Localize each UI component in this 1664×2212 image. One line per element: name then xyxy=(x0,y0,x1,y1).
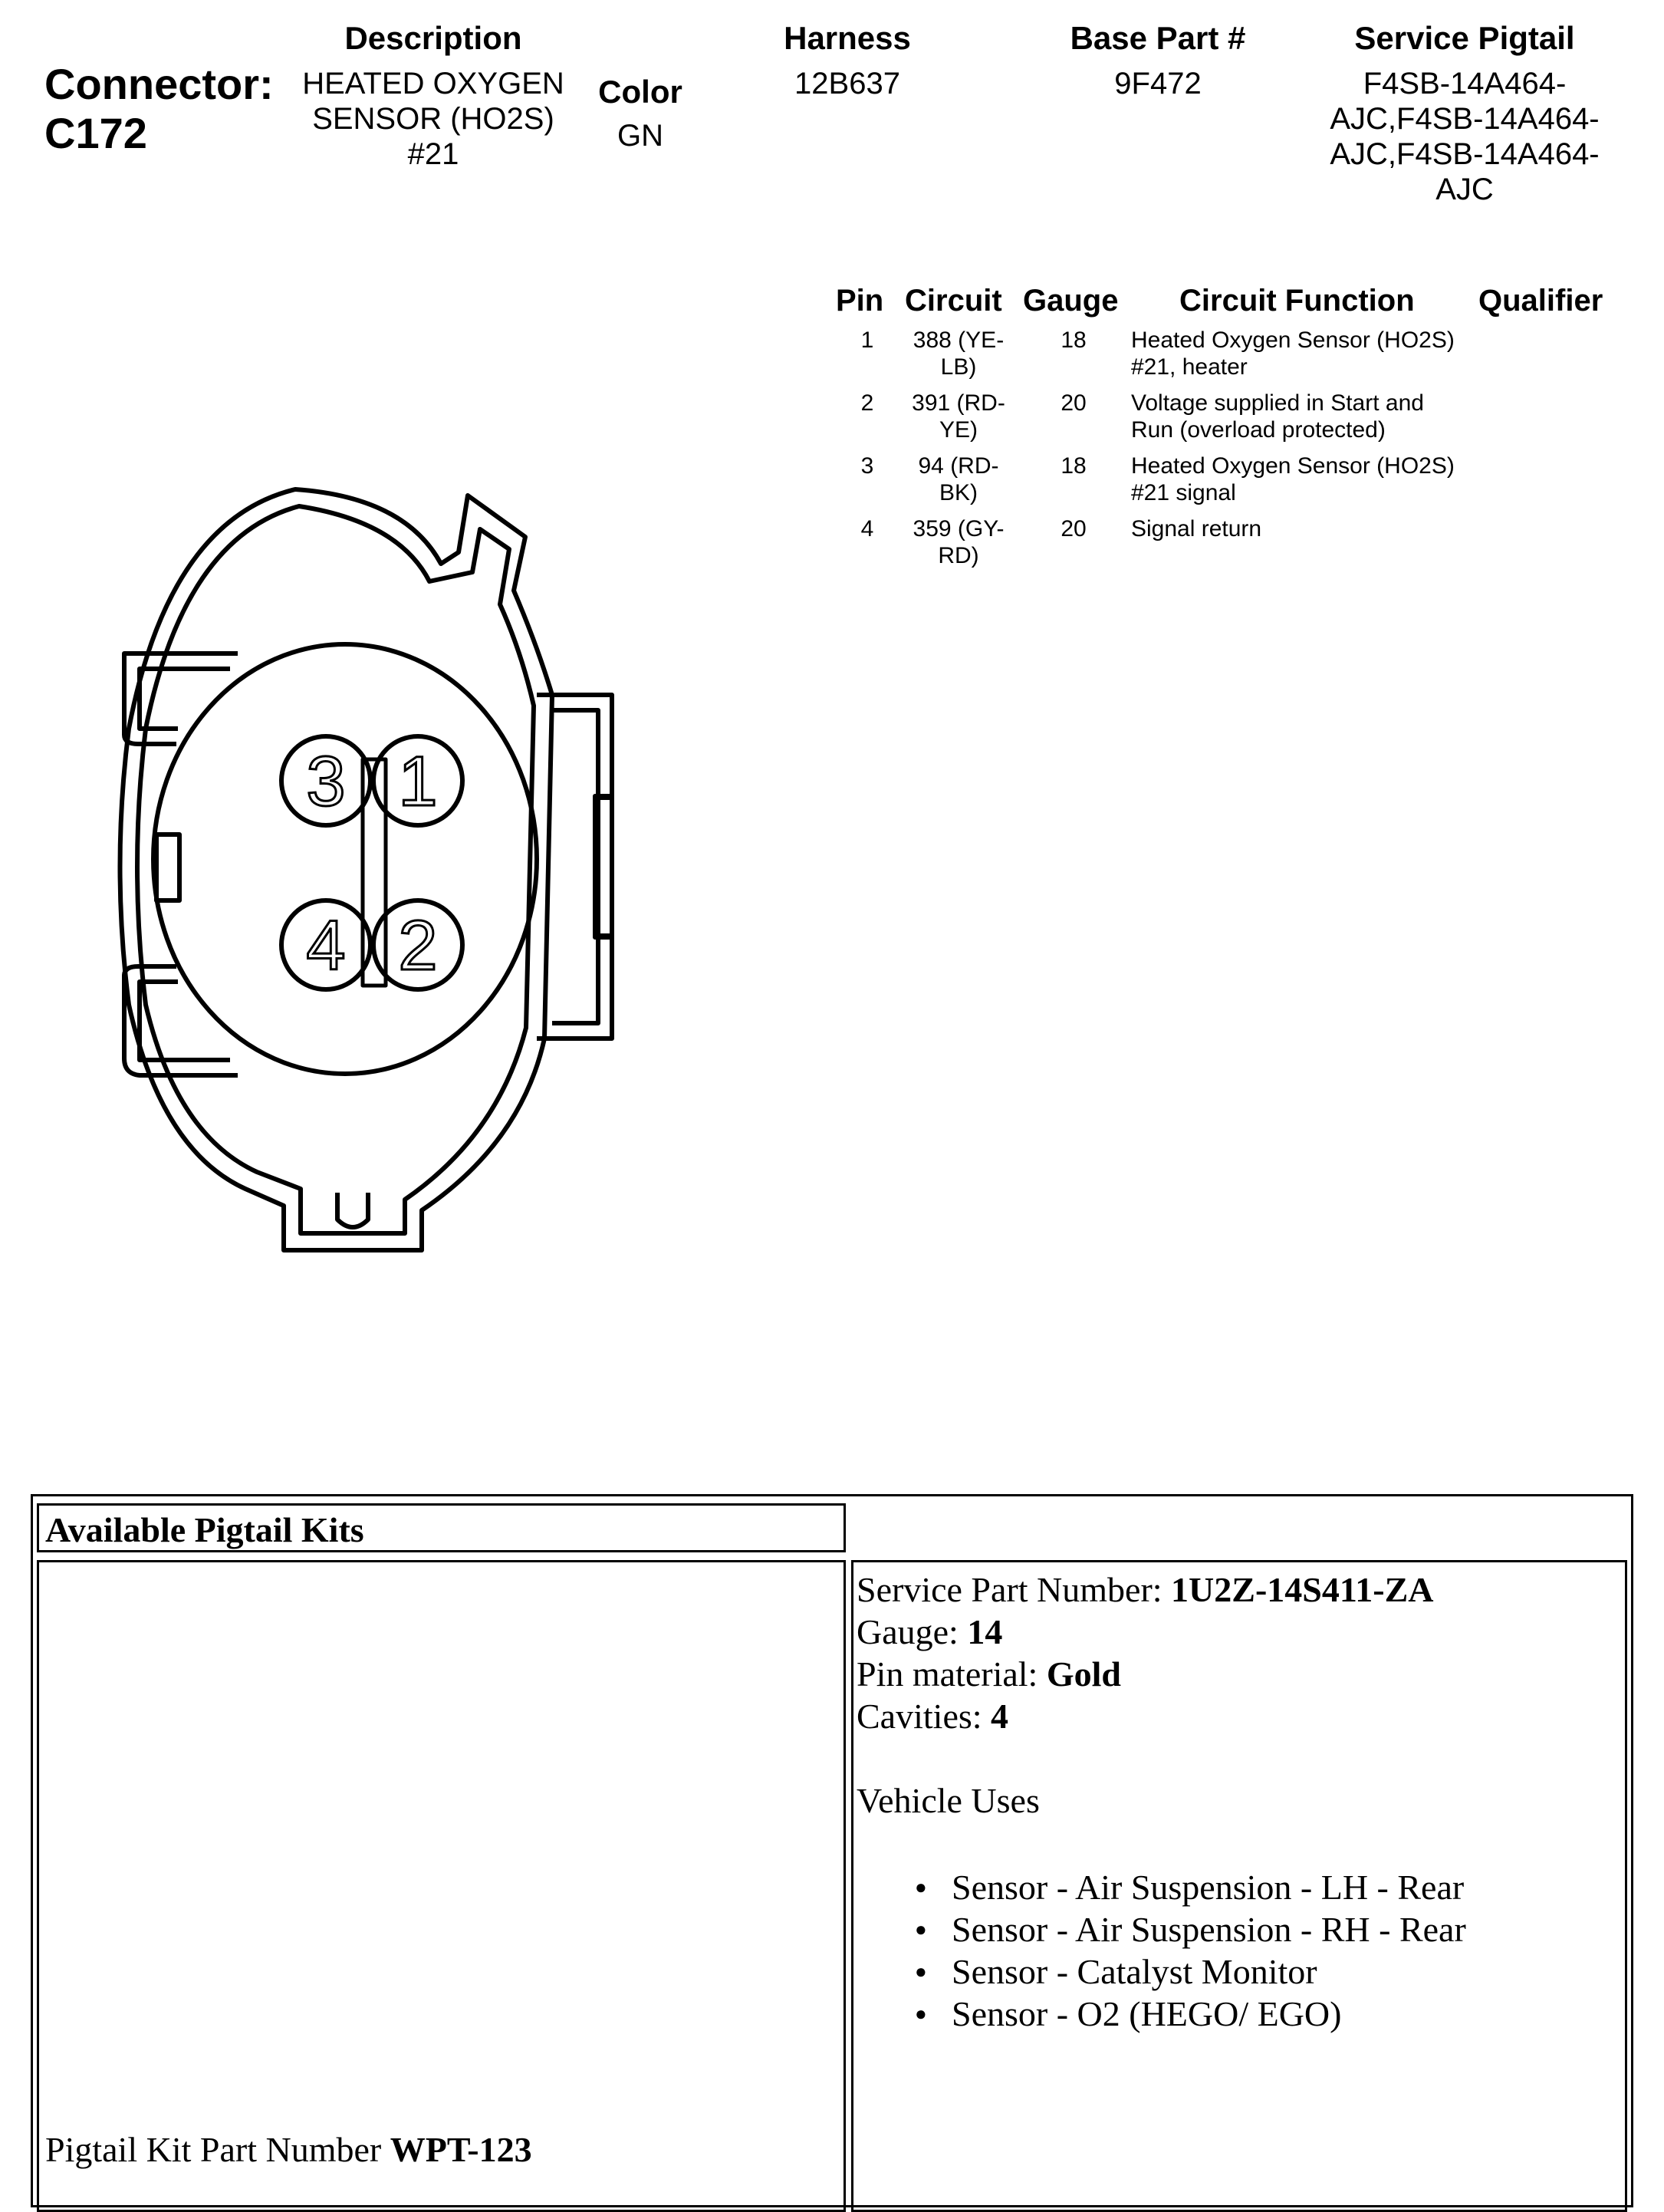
pin-face xyxy=(153,644,537,1074)
pin-function xyxy=(1131,515,1499,542)
pigtail-left-cell xyxy=(37,1560,846,2212)
connector-face-diagram xyxy=(107,476,629,1281)
housing-inner xyxy=(137,506,534,1233)
service-part-value: 1U2Z-14S411-ZA xyxy=(1171,1570,1434,1609)
circuit-header: Circuit xyxy=(905,284,1002,318)
base-part-value: 9F472 xyxy=(1114,67,1202,100)
pin-number: 2 xyxy=(860,390,874,416)
right-tab-inner xyxy=(552,710,598,1023)
pin-2-label: 2 xyxy=(398,907,438,985)
pin-function xyxy=(1131,327,1499,380)
circuit-function-header: Circuit Function xyxy=(1179,284,1415,318)
gauge-line xyxy=(857,1611,1623,1653)
cavities-line xyxy=(857,1695,1623,1737)
pigtail-section-title: Available Pigtail Kits xyxy=(45,1510,364,1549)
circuit-line: BK) xyxy=(939,480,978,505)
pigtail-kit-part xyxy=(45,2128,532,2171)
service-part-line xyxy=(857,1568,1623,1611)
pin-row xyxy=(828,327,1618,388)
circuit-line: 391 (RD- xyxy=(912,390,1005,416)
description-line: SENSOR (HO2S) xyxy=(312,102,554,136)
pin-number: 1 xyxy=(860,328,874,353)
harness-value: 12B637 xyxy=(794,67,900,100)
function-line: Heated Oxygen Sensor (HO2S) xyxy=(1131,453,1455,479)
header-color: Color xyxy=(598,74,682,110)
list-item: ● Sensor - O2 (HEGO/ EGO) xyxy=(857,1993,1623,2035)
pigtail-specs xyxy=(857,1568,1623,2035)
pin-circuit xyxy=(905,327,1012,380)
description-line: #21 xyxy=(407,137,459,171)
header-description: Description xyxy=(344,20,522,56)
pin-4-label: 4 xyxy=(306,907,346,985)
circuit-line: 388 (YE- xyxy=(913,328,1005,353)
list-item: ● Sensor - Air Suspension - LH - Rear xyxy=(857,1866,1623,1908)
service-pigtail-line: AJC,F4SB-14A464- xyxy=(1330,102,1600,136)
pigtail-title-cell xyxy=(37,1503,846,1552)
service-pigtail-line: F4SB-14A464- xyxy=(1363,67,1567,100)
connector-title xyxy=(44,60,274,158)
function-line: Run (overload protected) xyxy=(1131,417,1386,443)
header-base-part: Base Part # xyxy=(1070,20,1246,56)
pin-row xyxy=(828,390,1618,451)
pin-header: Pin xyxy=(836,284,884,318)
circuit-line: 359 (GY- xyxy=(913,516,1005,541)
pin-function xyxy=(1131,390,1499,443)
pin-circuit xyxy=(905,390,1012,443)
circuit-line: RD) xyxy=(938,543,979,568)
pin-circuit xyxy=(905,453,1012,506)
header-service-pigtail: Service Pigtail xyxy=(1354,20,1575,56)
cavities-value: 4 xyxy=(991,1697,1009,1736)
bottom-key-notch xyxy=(337,1193,368,1227)
function-line: Heated Oxygen Sensor (HO2S) xyxy=(1131,328,1455,353)
function-line: Voltage supplied in Start and xyxy=(1131,390,1424,416)
pigtail-right-cell xyxy=(851,1560,1627,2212)
gauge-header: Gauge xyxy=(1023,284,1119,318)
vehicle-uses-label: Vehicle Uses xyxy=(857,1781,1040,1820)
cavities-label: Cavities: xyxy=(857,1697,991,1736)
circuit-line: YE) xyxy=(939,417,978,443)
list-item: ● Sensor - Catalyst Monitor xyxy=(857,1950,1623,1993)
pin-1-label: 1 xyxy=(398,742,438,821)
pin-number: 4 xyxy=(860,516,874,541)
gauge-value: 14 xyxy=(967,1612,1003,1651)
header-harness: Harness xyxy=(784,20,911,56)
kit-part-value: WPT-123 xyxy=(390,2130,532,2169)
service-pigtail-value xyxy=(1304,66,1626,207)
description-value xyxy=(284,66,583,172)
pin-gauge: 20 xyxy=(1061,390,1087,416)
left-small-key xyxy=(156,834,179,900)
connector-label: Connector: xyxy=(44,60,274,108)
circuit-line: LB) xyxy=(940,354,977,380)
pin-gauge: 18 xyxy=(1061,328,1087,353)
pin-material-value: Gold xyxy=(1046,1654,1121,1694)
function-line: Signal return xyxy=(1131,516,1262,541)
function-line: #21 signal xyxy=(1131,480,1236,505)
service-part-label: Service Part Number: xyxy=(857,1570,1172,1609)
pin-material-line xyxy=(857,1653,1623,1695)
circuit-line: 94 (RD- xyxy=(918,453,999,479)
pin-gauge: 20 xyxy=(1061,516,1087,541)
pin-row xyxy=(828,515,1618,577)
function-line: #21, heater xyxy=(1131,354,1248,380)
pin-gauge: 18 xyxy=(1061,453,1087,479)
pin-number: 3 xyxy=(860,453,874,479)
pin-row xyxy=(828,453,1618,514)
vehicle-uses-list xyxy=(857,1866,1623,2035)
pin-function xyxy=(1131,453,1499,506)
color-value: GN xyxy=(617,119,663,153)
pin-3-label: 3 xyxy=(306,742,346,821)
service-pigtail-line: AJC,F4SB-14A464- xyxy=(1330,137,1600,171)
service-pigtail-line: AJC xyxy=(1435,173,1494,206)
gauge-label: Gauge: xyxy=(857,1612,968,1651)
kit-part-label: Pigtail Kit Part Number xyxy=(45,2130,390,2169)
pin-circuit xyxy=(905,515,1012,569)
list-item: ● Sensor - Air Suspension - RH - Rear xyxy=(857,1908,1623,1950)
pin-material-label: Pin material: xyxy=(857,1654,1047,1694)
qualifier-header: Qualifier xyxy=(1478,284,1603,318)
connector-id: C172 xyxy=(44,109,147,157)
description-line: HEATED OXYGEN xyxy=(302,67,564,100)
